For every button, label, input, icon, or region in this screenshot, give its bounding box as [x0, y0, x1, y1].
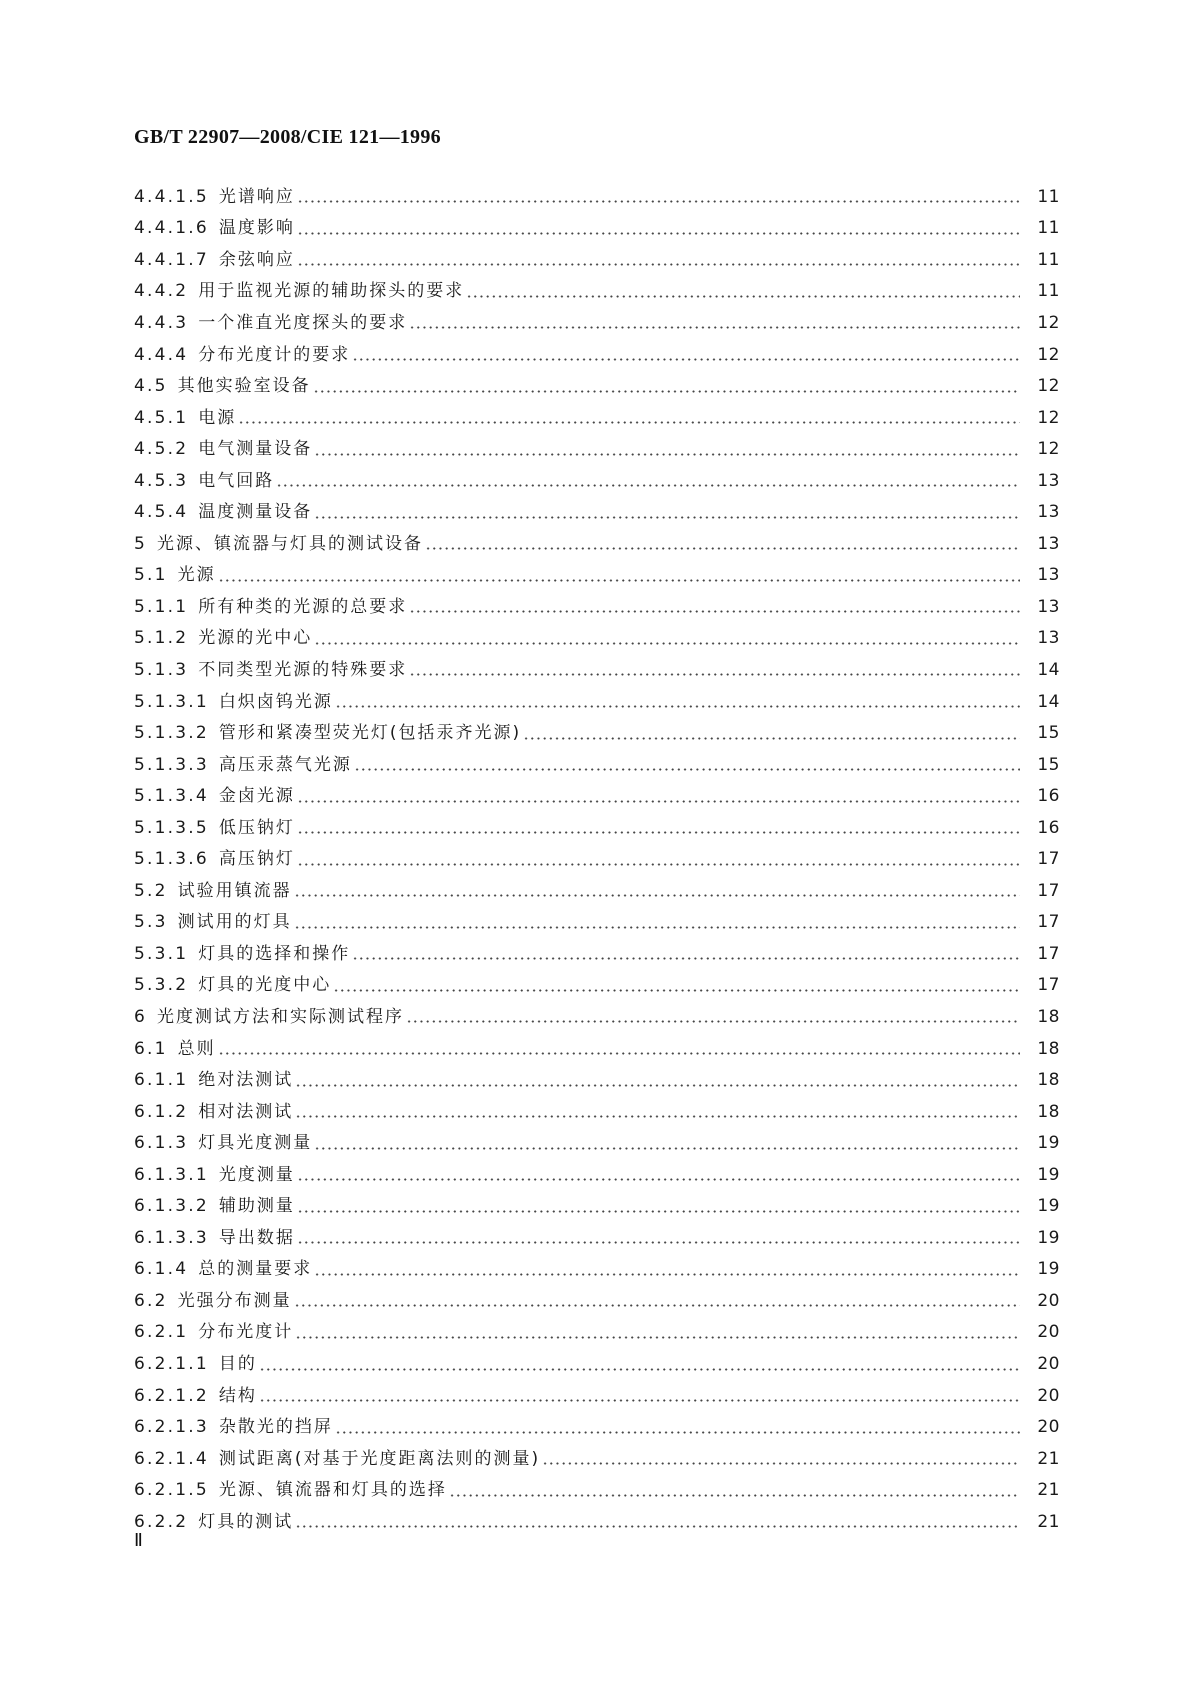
- toc-entry[interactable]: [134, 686, 1060, 718]
- toc-section-number: 6.2.1: [134, 1322, 189, 1343]
- toc-dot-leader: [333, 989, 1020, 992]
- toc-dot-leader: [314, 642, 1020, 645]
- toc-section-number: 5.1.3.1: [134, 691, 209, 712]
- toc-entry[interactable]: [134, 1033, 1060, 1065]
- toc-entry[interactable]: [134, 433, 1060, 465]
- toc-page-number: 17: [1037, 975, 1060, 996]
- toc-dot-leader: [218, 579, 1020, 582]
- toc-section-number: 5.3.1: [134, 943, 189, 964]
- toc-dot-leader: [295, 1115, 1020, 1118]
- toc-entry[interactable]: [134, 1443, 1060, 1475]
- toc-section-title: 余弦响应: [218, 249, 295, 270]
- toc-entry[interactable]: [134, 591, 1060, 623]
- toc-dot-leader: [409, 610, 1020, 613]
- toc-section-number: 6.1.1: [134, 1070, 189, 1091]
- toc-page-number: 18: [1037, 1070, 1060, 1091]
- document-header: GB/T 22907—2008/CIE 121—1996: [134, 126, 441, 148]
- toc-section-title: 白炽卤钨光源: [218, 691, 333, 712]
- toc-dot-leader: [352, 358, 1020, 361]
- toc-page-number: 19: [1037, 1196, 1060, 1217]
- toc-section-title: 灯具的测试: [198, 1511, 294, 1532]
- toc-section-number: 5.1.2: [134, 628, 189, 649]
- toc-page-number: 12: [1037, 439, 1060, 460]
- toc-section-title: 绝对法测试: [198, 1070, 294, 1091]
- toc-dot-leader: [314, 453, 1020, 456]
- toc-entry[interactable]: [134, 780, 1060, 812]
- toc-section-number: 5.3: [134, 912, 168, 933]
- toc-entry[interactable]: [134, 1127, 1060, 1159]
- toc-page-number: 18: [1037, 1038, 1060, 1059]
- toc-page-number: 17: [1037, 943, 1060, 964]
- toc-section-title: 总的测量要求: [198, 1259, 313, 1280]
- toc-page-number: 17: [1037, 912, 1060, 933]
- toc-dot-leader: [295, 1084, 1020, 1087]
- toc-section-number: 5.1.3: [134, 659, 189, 680]
- toc-page-number: 13: [1037, 470, 1060, 491]
- toc-page-number: 20: [1037, 1417, 1060, 1438]
- toc-entry[interactable]: [134, 1064, 1060, 1096]
- toc-dot-leader: [297, 1178, 1020, 1181]
- toc-section-number: 5.1.3.6: [134, 849, 209, 870]
- toc-section-title: 低压钠灯: [218, 817, 295, 838]
- toc-page-number: 15: [1037, 754, 1060, 775]
- toc-section-number: 5.2: [134, 880, 168, 901]
- toc-entry[interactable]: [134, 875, 1060, 907]
- toc-section-number: 5.1.3.2: [134, 723, 209, 744]
- toc-section-title: 高压汞蒸气光源: [218, 754, 352, 775]
- toc-section-number: 6.2: [134, 1290, 168, 1311]
- toc-section-number: 6.2.1.4: [134, 1448, 209, 1469]
- toc-page-number: 12: [1037, 312, 1060, 333]
- toc-section-number: 6.2.2: [134, 1511, 189, 1532]
- toc-entry[interactable]: [134, 213, 1060, 245]
- toc-page-number: 13: [1037, 565, 1060, 586]
- toc-entry[interactable]: [134, 1474, 1060, 1506]
- toc-section-number: 6.1.3: [134, 1133, 189, 1154]
- toc-section-title: 光源、镇流器与灯具的测试设备: [157, 533, 424, 554]
- toc-entry[interactable]: [134, 1096, 1060, 1128]
- toc-section-number: 4.4.3: [134, 312, 189, 333]
- toc-section-number: 5.1.1: [134, 596, 189, 617]
- toc-page-number: 21: [1037, 1448, 1060, 1469]
- toc-section-title: 光谱响应: [218, 186, 295, 207]
- toc-section-title: 电源: [198, 407, 237, 428]
- toc-section-title: 用于监视光源的辅助探头的要求: [198, 281, 465, 302]
- toc-page-number: 13: [1037, 502, 1060, 523]
- toc-dot-leader: [297, 263, 1020, 266]
- toc-dot-leader: [314, 516, 1020, 519]
- toc-page-number: 15: [1037, 723, 1060, 744]
- toc-section-title: 电气回路: [198, 470, 275, 491]
- toc-section-number: 6.1.3.2: [134, 1196, 209, 1217]
- toc-dot-leader: [542, 1462, 1020, 1465]
- toc-entry[interactable]: [134, 749, 1060, 781]
- toc-entry[interactable]: [134, 907, 1060, 939]
- toc-section-number: 4.4.1.5: [134, 186, 209, 207]
- toc-section-title: 温度测量设备: [198, 502, 313, 523]
- toc-section-title: 高压钠灯: [218, 849, 295, 870]
- toc-section-number: 6.1.2: [134, 1101, 189, 1122]
- toc-dot-leader: [294, 926, 1020, 929]
- toc-section-title: 灯具的选择和操作: [198, 943, 351, 964]
- toc-entry[interactable]: [134, 339, 1060, 371]
- toc-page-number: 19: [1037, 1164, 1060, 1185]
- toc-section-title: 光度测试方法和实际测试程序: [157, 1006, 405, 1027]
- toc-section-title: 总则: [177, 1038, 216, 1059]
- toc-entry[interactable]: [134, 1222, 1060, 1254]
- toc-dot-leader: [425, 547, 1020, 550]
- toc-section-title: 所有种类的光源的总要求: [198, 596, 408, 617]
- toc-dot-leader: [238, 421, 1020, 424]
- toc-page-number: 20: [1037, 1354, 1060, 1374]
- toc-section-title: 测试距离(对基于光度距离法则的测量): [218, 1448, 541, 1469]
- toc-dot-leader: [313, 390, 1020, 393]
- toc-section-number: 6.1.4: [134, 1259, 189, 1280]
- toc-section-title: 其他实验室设备: [177, 376, 311, 397]
- toc-page-number: 20: [1037, 1385, 1060, 1406]
- toc-dot-leader: [297, 232, 1020, 235]
- toc-section-title: 测试用的灯具: [177, 912, 292, 933]
- toc-dot-leader: [294, 894, 1020, 897]
- toc-section-number: 4.4.2: [134, 281, 189, 302]
- toc-section-number: 5.1.3.4: [134, 786, 209, 807]
- toc-section-title: 相对法测试: [198, 1101, 294, 1122]
- toc-section-number: 6: [134, 1006, 148, 1027]
- toc-entry[interactable]: [134, 623, 1060, 655]
- toc-dot-leader: [406, 1020, 1020, 1023]
- table-of-contents: [134, 181, 1060, 1538]
- toc-entry[interactable]: [134, 1348, 1060, 1380]
- toc-section-number: 4.5.3: [134, 470, 189, 491]
- toc-entry[interactable]: [134, 370, 1060, 402]
- toc-dot-leader: [297, 1210, 1020, 1213]
- toc-section-number: 6.2.1.2: [134, 1385, 209, 1406]
- toc-page-number: 21: [1037, 1480, 1060, 1501]
- toc-entry[interactable]: [134, 1191, 1060, 1223]
- toc-entry[interactable]: [134, 938, 1060, 970]
- toc-dot-leader: [297, 863, 1020, 866]
- toc-section-number: 6.1.3.3: [134, 1227, 209, 1248]
- toc-section-title: 不同类型光源的特殊要求: [198, 659, 408, 680]
- toc-page-number: 20: [1037, 1290, 1060, 1311]
- toc-dot-leader: [259, 1368, 1020, 1371]
- toc-section-title: 目的: [218, 1354, 257, 1374]
- toc-dot-leader: [276, 484, 1020, 487]
- toc-section-title: 光度测量: [218, 1164, 295, 1185]
- toc-page-number: 21: [1037, 1511, 1060, 1532]
- toc-entry[interactable]: [134, 1159, 1060, 1191]
- toc-entry[interactable]: [134, 654, 1060, 686]
- toc-entry[interactable]: [134, 465, 1060, 497]
- toc-page-number: 11: [1037, 186, 1060, 207]
- toc-page-number: 11: [1037, 249, 1060, 270]
- toc-section-title: 灯具的光度中心: [198, 975, 332, 996]
- toc-page-number: 18: [1037, 1101, 1060, 1122]
- toc-section-number: 5.1.3.3: [134, 754, 209, 775]
- toc-entry[interactable]: [134, 276, 1060, 308]
- toc-section-title: 电气测量设备: [198, 439, 313, 460]
- toc-dot-leader: [523, 737, 1020, 740]
- toc-dot-leader: [354, 768, 1020, 771]
- toc-entry[interactable]: [134, 843, 1060, 875]
- toc-dot-leader: [335, 1431, 1020, 1434]
- toc-section-number: 5.1.3.5: [134, 817, 209, 838]
- toc-entry[interactable]: [134, 560, 1060, 592]
- toc-page-number: 12: [1037, 376, 1060, 397]
- toc-page-number: 12: [1037, 344, 1060, 365]
- toc-entry[interactable]: [134, 528, 1060, 560]
- toc-section-title: 管形和紧凑型荧光灯(包括汞齐光源): [218, 723, 522, 744]
- toc-page-number: 11: [1037, 218, 1060, 239]
- toc-entry[interactable]: [134, 970, 1060, 1002]
- toc-page-number: 20: [1037, 1322, 1060, 1343]
- toc-section-number: 5.3.2: [134, 975, 189, 996]
- toc-entry[interactable]: [134, 244, 1060, 276]
- toc-entry[interactable]: [134, 717, 1060, 749]
- toc-dot-leader: [297, 200, 1020, 203]
- toc-entry[interactable]: [134, 1380, 1060, 1412]
- toc-dot-leader: [449, 1494, 1020, 1497]
- toc-section-number: 5.1: [134, 565, 168, 586]
- toc-entry[interactable]: [134, 307, 1060, 339]
- toc-dot-leader: [409, 326, 1020, 329]
- toc-page-number: 19: [1037, 1133, 1060, 1154]
- toc-dot-leader: [259, 1399, 1020, 1402]
- toc-section-title: 光源、镇流器和灯具的选择: [218, 1480, 447, 1501]
- toc-page-number: 12: [1037, 407, 1060, 428]
- toc-page-number: 17: [1037, 880, 1060, 901]
- toc-entry[interactable]: [134, 1254, 1060, 1286]
- toc-section-title: 结构: [218, 1385, 257, 1406]
- toc-section-title: 杂散光的挡屏: [218, 1417, 333, 1438]
- toc-dot-leader: [466, 295, 1020, 298]
- toc-section-title: 试验用镇流器: [177, 880, 292, 901]
- toc-dot-leader: [295, 1336, 1020, 1339]
- toc-section-title: 分布光度计: [198, 1322, 294, 1343]
- toc-dot-leader: [314, 1147, 1020, 1150]
- toc-entry[interactable]: [134, 1001, 1060, 1033]
- toc-section-title: 光强分布测量: [177, 1290, 292, 1311]
- toc-page-number: 13: [1037, 533, 1060, 554]
- toc-page-number: 13: [1037, 596, 1060, 617]
- toc-page-number: 19: [1037, 1259, 1060, 1280]
- toc-entry[interactable]: [134, 812, 1060, 844]
- toc-dot-leader: [335, 705, 1020, 708]
- toc-section-number: 4.5.2: [134, 439, 189, 460]
- page-number-footer: Ⅱ: [134, 1530, 143, 1550]
- toc-page-number: 19: [1037, 1227, 1060, 1248]
- toc-entry[interactable]: [134, 496, 1060, 528]
- toc-section-number: 4.4.4: [134, 344, 189, 365]
- toc-section-number: 4.5: [134, 376, 168, 397]
- toc-dot-leader: [297, 831, 1020, 834]
- toc-page-number: 18: [1037, 1006, 1060, 1027]
- toc-page-number: 11: [1037, 281, 1060, 302]
- toc-section-number: 4.5.1: [134, 407, 189, 428]
- toc-section-title: 金卤光源: [218, 786, 295, 807]
- toc-section-number: 4.5.4: [134, 502, 189, 523]
- toc-page-number: 16: [1037, 817, 1060, 838]
- toc-page-number: 16: [1037, 786, 1060, 807]
- toc-entry[interactable]: [134, 1317, 1060, 1349]
- toc-page-number: 14: [1037, 691, 1060, 712]
- toc-entry[interactable]: [134, 1506, 1060, 1538]
- toc-dot-leader: [314, 1273, 1020, 1276]
- toc-section-number: 6.1.3.1: [134, 1164, 209, 1185]
- toc-dot-leader: [218, 1052, 1020, 1055]
- toc-section-number: 6.2.1.3: [134, 1417, 209, 1438]
- toc-section-number: 6.1: [134, 1038, 168, 1059]
- toc-section-title: 一个准直光度探头的要求: [198, 312, 408, 333]
- toc-section-number: 6.2.1.5: [134, 1480, 209, 1501]
- toc-dot-leader: [295, 1525, 1020, 1528]
- toc-section-title: 导出数据: [218, 1227, 295, 1248]
- toc-section-number: 6.2.1.1: [134, 1354, 209, 1374]
- toc-section-number: 5: [134, 533, 148, 554]
- toc-entry[interactable]: [134, 181, 1060, 213]
- toc-section-number: 4.4.1.6: [134, 218, 209, 239]
- toc-dot-leader: [294, 1304, 1020, 1307]
- toc-dot-leader: [297, 800, 1020, 803]
- toc-page-number: 14: [1037, 659, 1060, 680]
- toc-entry[interactable]: [134, 1285, 1060, 1317]
- toc-entry[interactable]: [134, 1411, 1060, 1443]
- toc-page-number: 13: [1037, 628, 1060, 649]
- toc-section-title: 光源: [177, 565, 216, 586]
- toc-section-title: 温度影响: [218, 218, 295, 239]
- toc-page-number: 17: [1037, 849, 1060, 870]
- toc-entry[interactable]: [134, 402, 1060, 434]
- toc-dot-leader: [297, 1241, 1020, 1244]
- toc-section-title: 光源的光中心: [198, 628, 313, 649]
- toc-dot-leader: [352, 957, 1020, 960]
- toc-section-title: 分布光度计的要求: [198, 344, 351, 365]
- toc-section-title: 辅助测量: [218, 1196, 295, 1217]
- toc-section-number: 4.4.1.7: [134, 249, 209, 270]
- toc-dot-leader: [409, 673, 1020, 676]
- toc-section-title: 灯具光度测量: [198, 1133, 313, 1154]
